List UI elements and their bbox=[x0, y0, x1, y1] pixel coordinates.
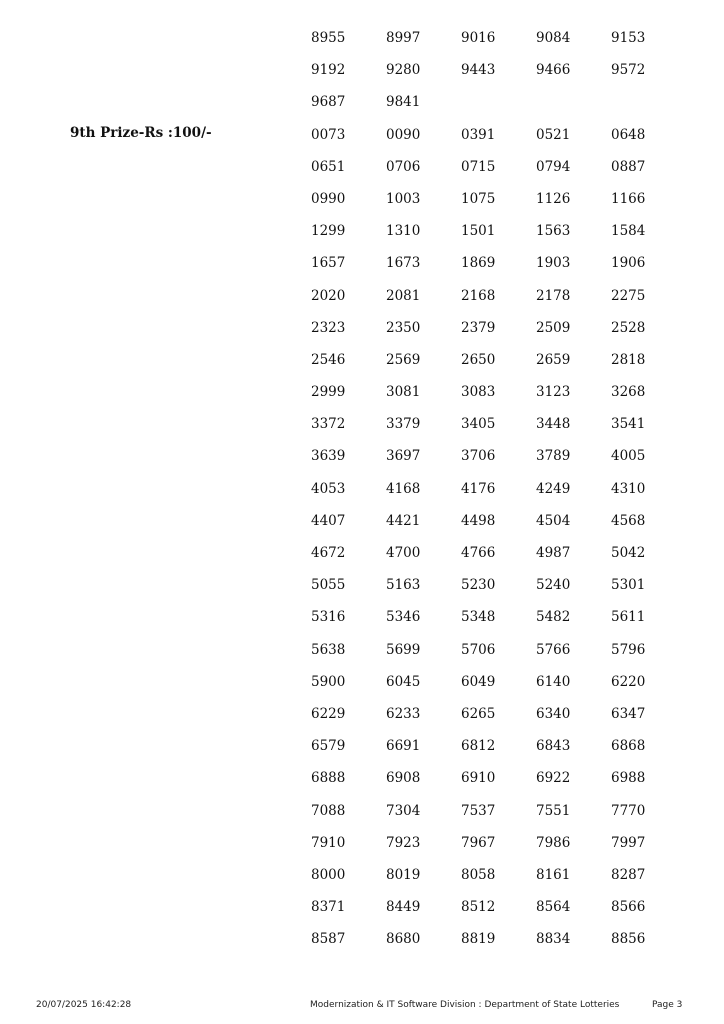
ticket-number: 9192 bbox=[311, 62, 346, 79]
ticket-number: 8449 bbox=[386, 899, 421, 916]
ticket-number: 8019 bbox=[386, 866, 421, 883]
number-row bbox=[311, 576, 686, 608]
ticket-number: 4672 bbox=[311, 545, 346, 561]
number-row bbox=[311, 415, 686, 447]
ticket-number: 1657 bbox=[311, 255, 346, 272]
ticket-number: 7997 bbox=[611, 834, 646, 851]
ticket-number: 5796 bbox=[611, 641, 646, 658]
ticket-number: 5240 bbox=[536, 577, 571, 594]
number-row bbox=[311, 351, 686, 383]
ticket-number: 0706 bbox=[386, 158, 421, 175]
number-row bbox=[311, 29, 686, 61]
ticket-number: 6988 bbox=[611, 770, 646, 787]
ticket-number: 5316 bbox=[311, 609, 346, 626]
ticket-number: 9153 bbox=[611, 30, 646, 46]
ticket-number: 4053 bbox=[311, 480, 346, 497]
number-row bbox=[311, 930, 686, 962]
ticket-number: 2178 bbox=[536, 287, 571, 304]
ticket-number: 2081 bbox=[386, 287, 421, 304]
number-row bbox=[311, 254, 686, 286]
ticket-number: 3123 bbox=[536, 384, 571, 401]
ticket-number: 7986 bbox=[536, 834, 571, 851]
ticket-number: 4504 bbox=[536, 512, 571, 529]
number-row bbox=[311, 190, 686, 222]
ticket-number: 0521 bbox=[536, 126, 571, 143]
ticket-number: 5699 bbox=[386, 641, 421, 658]
ticket-number: 4987 bbox=[536, 545, 571, 561]
ticket-number: 2379 bbox=[461, 319, 496, 336]
ticket-number: 6908 bbox=[386, 770, 421, 787]
ticket-number: 5346 bbox=[386, 609, 421, 626]
ticket-number: 5163 bbox=[386, 577, 421, 594]
ticket-number: 4005 bbox=[611, 448, 646, 465]
ticket-number: 8997 bbox=[386, 30, 421, 46]
number-row bbox=[311, 898, 686, 930]
ticket-number: 1501 bbox=[461, 223, 496, 240]
number-row bbox=[311, 608, 686, 640]
ticket-number: 5301 bbox=[611, 577, 646, 594]
footer-division: Modernization & IT Software Division : Department of State Lotteries bbox=[310, 1000, 620, 1010]
ticket-number: 5482 bbox=[536, 609, 571, 626]
ticket-number: 6140 bbox=[536, 673, 571, 690]
ticket-number: 6229 bbox=[311, 705, 346, 722]
prize-heading: 9th Prize-Rs :100/- bbox=[70, 125, 212, 141]
ticket-number: 6579 bbox=[311, 738, 346, 755]
ticket-number: 4766 bbox=[461, 545, 496, 561]
number-row bbox=[311, 802, 686, 834]
ticket-number: 2650 bbox=[461, 351, 496, 368]
ticket-number: 8058 bbox=[461, 866, 496, 883]
ticket-number: 3372 bbox=[311, 416, 346, 433]
ticket-number: 3706 bbox=[461, 448, 496, 465]
ticket-number: 1075 bbox=[461, 190, 496, 207]
ticket-number: 1584 bbox=[611, 223, 646, 240]
ticket-number: 3268 bbox=[611, 384, 646, 401]
ticket-number: 9084 bbox=[536, 30, 571, 46]
ticket-number: 0391 bbox=[461, 126, 496, 143]
ticket-number: 5766 bbox=[536, 641, 571, 658]
ticket-number: 9016 bbox=[461, 30, 496, 46]
ticket-number: 7910 bbox=[311, 834, 346, 851]
ticket-number: 3081 bbox=[386, 384, 421, 401]
number-row bbox=[311, 512, 686, 544]
ticket-number: 5900 bbox=[311, 673, 346, 690]
ticket-number: 8566 bbox=[611, 899, 646, 916]
ticket-number: 2168 bbox=[461, 287, 496, 304]
ticket-number: 6233 bbox=[386, 705, 421, 722]
results-grid bbox=[311, 29, 686, 962]
ticket-number: 0090 bbox=[386, 126, 421, 143]
ticket-number: 2546 bbox=[311, 351, 346, 368]
ticket-number: 1003 bbox=[386, 190, 421, 207]
ticket-number: 6888 bbox=[311, 770, 346, 787]
number-row bbox=[311, 641, 686, 673]
ticket-number: 2999 bbox=[311, 384, 346, 401]
ticket-number: 0715 bbox=[461, 158, 496, 175]
ticket-number: 5230 bbox=[461, 577, 496, 594]
ticket-number: 4176 bbox=[461, 480, 496, 497]
ticket-number: 3541 bbox=[611, 416, 646, 433]
ticket-number: 8955 bbox=[311, 30, 346, 46]
ticket-number: 6347 bbox=[611, 705, 646, 722]
number-row bbox=[311, 287, 686, 319]
ticket-number: 9443 bbox=[461, 62, 496, 79]
ticket-number: 7967 bbox=[461, 834, 496, 851]
number-row bbox=[311, 866, 686, 898]
ticket-number: 4700 bbox=[386, 545, 421, 561]
ticket-number: 5055 bbox=[311, 577, 346, 594]
ticket-number: 1906 bbox=[611, 255, 646, 272]
ticket-number: 6220 bbox=[611, 673, 646, 690]
ticket-number: 5706 bbox=[461, 641, 496, 658]
ticket-number: 7770 bbox=[611, 802, 646, 819]
ticket-number: 8587 bbox=[311, 931, 346, 948]
ticket-number: 6843 bbox=[536, 738, 571, 755]
number-row bbox=[311, 158, 686, 190]
number-row bbox=[311, 383, 686, 415]
ticket-number: 8371 bbox=[311, 899, 346, 916]
ticket-number: 9280 bbox=[386, 62, 421, 79]
ticket-number: 7304 bbox=[386, 802, 421, 819]
ticket-number: 7551 bbox=[536, 802, 571, 819]
number-row bbox=[311, 673, 686, 705]
ticket-number: 2020 bbox=[311, 287, 346, 304]
number-row bbox=[311, 480, 686, 512]
ticket-number: 6340 bbox=[536, 705, 571, 722]
ticket-number: 4421 bbox=[386, 512, 421, 529]
ticket-number: 6812 bbox=[461, 738, 496, 755]
number-row bbox=[311, 834, 686, 866]
footer-page-number: Page 3 bbox=[652, 1000, 683, 1010]
ticket-number: 3639 bbox=[311, 448, 346, 465]
ticket-number: 0887 bbox=[611, 158, 646, 175]
ticket-number: 0990 bbox=[311, 190, 346, 207]
ticket-number: 7537 bbox=[461, 802, 496, 819]
ticket-number: 5638 bbox=[311, 641, 346, 658]
ticket-number: 4310 bbox=[611, 480, 646, 497]
ticket-number: 8000 bbox=[311, 866, 346, 883]
ticket-number: 3379 bbox=[386, 416, 421, 433]
ticket-number: 8161 bbox=[536, 866, 571, 883]
ticket-number: 8680 bbox=[386, 931, 421, 948]
ticket-number: 1563 bbox=[536, 223, 571, 240]
ticket-number: 0648 bbox=[611, 126, 646, 143]
number-row bbox=[311, 126, 686, 158]
ticket-number: 8287 bbox=[611, 866, 646, 883]
number-row bbox=[311, 222, 686, 254]
ticket-number: 9572 bbox=[611, 62, 646, 79]
ticket-number: 6265 bbox=[461, 705, 496, 722]
ticket-number: 6691 bbox=[386, 738, 421, 755]
number-row bbox=[311, 544, 686, 576]
ticket-number: 0651 bbox=[311, 158, 346, 175]
ticket-number: 4498 bbox=[461, 512, 496, 529]
ticket-number: 3405 bbox=[461, 416, 496, 433]
ticket-number: 1166 bbox=[611, 190, 646, 207]
number-row bbox=[311, 769, 686, 801]
number-row bbox=[311, 93, 686, 125]
ticket-number: 2350 bbox=[386, 319, 421, 336]
ticket-number: 4249 bbox=[536, 480, 571, 497]
ticket-number: 2659 bbox=[536, 351, 571, 368]
ticket-number: 2818 bbox=[611, 351, 646, 368]
ticket-number: 1299 bbox=[311, 223, 346, 240]
ticket-number: 2528 bbox=[611, 319, 646, 336]
ticket-number: 7088 bbox=[311, 802, 346, 819]
ticket-number: 5042 bbox=[611, 545, 646, 561]
ticket-number: 4407 bbox=[311, 512, 346, 529]
ticket-number: 5611 bbox=[611, 609, 646, 626]
ticket-number: 8834 bbox=[536, 931, 571, 948]
ticket-number: 1126 bbox=[536, 190, 571, 207]
ticket-number: 1903 bbox=[536, 255, 571, 272]
ticket-number: 9687 bbox=[311, 94, 346, 111]
ticket-number: 2569 bbox=[386, 351, 421, 368]
ticket-number: 6868 bbox=[611, 738, 646, 755]
number-row bbox=[311, 61, 686, 93]
ticket-number: 6922 bbox=[536, 770, 571, 787]
ticket-number: 6049 bbox=[461, 673, 496, 690]
ticket-number: 8512 bbox=[461, 899, 496, 916]
ticket-number: 4568 bbox=[611, 512, 646, 529]
ticket-number: 6910 bbox=[461, 770, 496, 787]
ticket-number: 0073 bbox=[311, 126, 346, 143]
ticket-number: 8564 bbox=[536, 899, 571, 916]
ticket-number: 3697 bbox=[386, 448, 421, 465]
ticket-number: 2509 bbox=[536, 319, 571, 336]
ticket-number: 3083 bbox=[461, 384, 496, 401]
ticket-number: 9841 bbox=[386, 94, 421, 111]
ticket-number: 2275 bbox=[611, 287, 646, 304]
ticket-number: 1869 bbox=[461, 255, 496, 272]
ticket-number: 1310 bbox=[386, 223, 421, 240]
number-row bbox=[311, 705, 686, 737]
ticket-number: 8819 bbox=[461, 931, 496, 948]
ticket-number: 0794 bbox=[536, 158, 571, 175]
ticket-number: 3789 bbox=[536, 448, 571, 465]
ticket-number: 9466 bbox=[536, 62, 571, 79]
ticket-number: 2323 bbox=[311, 319, 346, 336]
number-row bbox=[311, 319, 686, 351]
ticket-number: 1673 bbox=[386, 255, 421, 272]
ticket-number: 6045 bbox=[386, 673, 421, 690]
ticket-number: 5348 bbox=[461, 609, 496, 626]
number-row bbox=[311, 447, 686, 479]
number-row bbox=[311, 737, 686, 769]
ticket-number: 7923 bbox=[386, 834, 421, 851]
ticket-number: 4168 bbox=[386, 480, 421, 497]
footer-timestamp: 20/07/2025 16:42:28 bbox=[36, 1000, 132, 1010]
ticket-number: 8856 bbox=[611, 931, 646, 948]
ticket-number: 3448 bbox=[536, 416, 571, 433]
